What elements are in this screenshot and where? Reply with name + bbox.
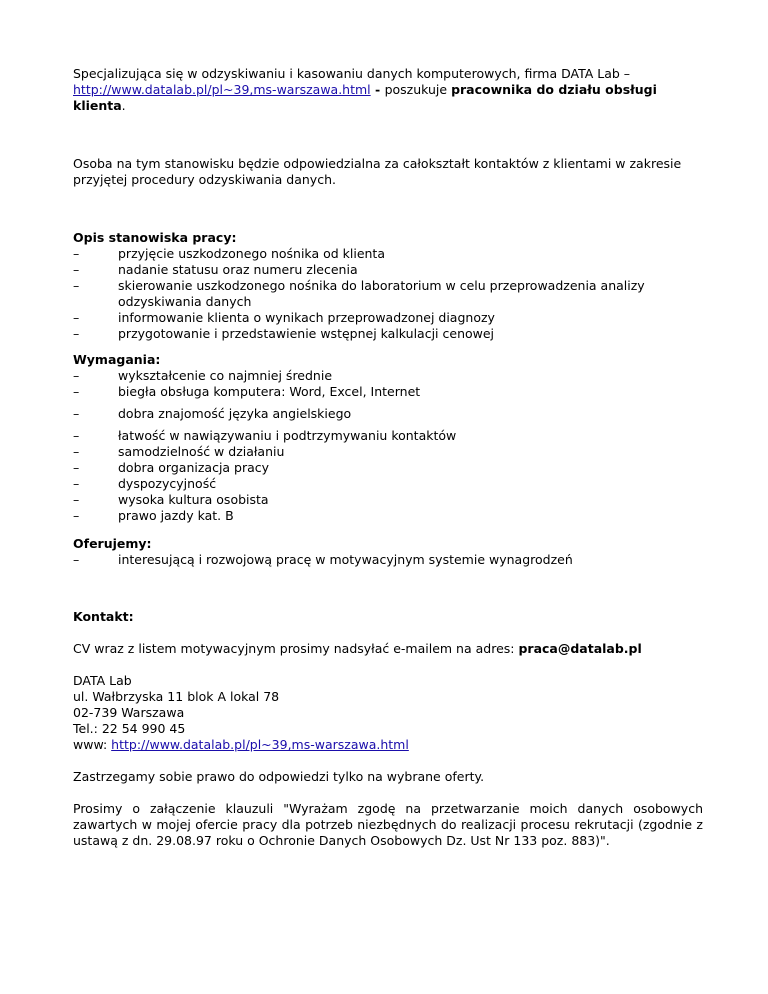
dash-bullet: – (73, 262, 80, 277)
dash-bullet: – (73, 278, 80, 293)
cv-text: CV wraz z listem motywacyjnym prosimy nadsyłać e-mailem na adres: (73, 641, 519, 656)
list-item (73, 310, 703, 326)
cv-paragraph (73, 641, 703, 657)
list-item-text: dobra znajomość języka angielskiego (118, 406, 352, 421)
list-item-text: przygotowanie i przedstawienie wstępnej kalkulacji cenowej (118, 326, 495, 341)
dash-bullet: – (73, 492, 80, 507)
list-item (73, 368, 703, 384)
intro-separator: - (370, 82, 385, 97)
dash-bullet: – (73, 552, 80, 567)
list-item (73, 406, 703, 422)
dash-bullet: – (73, 406, 80, 421)
offer-list (73, 552, 703, 568)
offer-heading: Oferujemy: (73, 536, 152, 551)
requirements-heading: Wymagania: (73, 352, 161, 367)
list-item-text: informowanie klienta o wynikach przeprowadzonej diagnozy (118, 310, 495, 325)
list-item (73, 262, 703, 278)
company-link[interactable]: http://www.datalab.pl/pl~39,ms-warszawa.html (73, 82, 371, 97)
dash-bullet: – (73, 246, 80, 261)
intro-line1: Specjalizująca się w odzyskiwaniu i kasowaniu danych komputerowych, firma DATA Lab – (73, 66, 631, 81)
dash-bullet: – (73, 326, 80, 341)
dash-bullet: – (73, 384, 80, 399)
dash-bullet: – (73, 368, 80, 383)
dash-bullet: – (73, 444, 80, 459)
list-item (73, 326, 703, 342)
requirements-list-3 (73, 428, 703, 524)
intro-paragraph (73, 66, 703, 114)
list-item-text: przyjęcie uszkodzonego nośnika od klienta (118, 246, 385, 261)
list-item (73, 492, 703, 508)
street-address: ul. Wałbrzyska 11 blok A lokal 78 (73, 689, 280, 704)
responsibility-paragraph: Osoba na tym stanowisku będzie odpowiedzialna za całokształt kontaktów z klientami w zakresie przyjętej procedury odzyskiwania danych. (73, 156, 682, 187)
list-item (73, 460, 703, 476)
intro-text: poszukuje (384, 82, 452, 97)
city-address: 02-739 Warszawa (73, 705, 185, 720)
company-name: DATA Lab (73, 673, 132, 688)
consent-paragraph: Prosimy o załączenie klauzuli "Wyrażam zgodę na przetwarzanie moich danych osobowych zawartych w mojej ofercie pracy dla potrzeb niezbędnych do realizacji procesu rekrutacji (zgodnie z ustawą z dn. 29.08.97 roku o Ochronie Danych Osobowych Dz. Ust Nr 133 poz. 883)". (73, 801, 703, 848)
list-item-text: nadanie statusu oraz numeru zlecenia (118, 262, 358, 277)
list-item (73, 428, 703, 444)
website-link[interactable]: http://www.datalab.pl/pl~39,ms-warszawa.html (111, 737, 409, 752)
address-block (73, 673, 703, 753)
www-label: www: (73, 737, 112, 752)
dash-bullet: – (73, 476, 80, 491)
list-item (73, 508, 703, 524)
list-item-text: dyspozycyjność (118, 476, 217, 491)
contact-email: praca@datalab.pl (518, 641, 642, 656)
phone-number: Tel.: 22 54 990 45 (73, 721, 186, 736)
list-item-text: samodzielność w działaniu (118, 444, 285, 459)
list-item (73, 444, 703, 460)
list-item-text: łatwość w nawiązywaniu i podtrzymywaniu kontaktów (118, 428, 457, 443)
document (73, 66, 703, 849)
dash-bullet: – (73, 310, 80, 325)
intro-end: . (121, 98, 126, 113)
contact-heading: Kontakt: (73, 609, 134, 624)
reservation-paragraph: Zastrzegamy sobie prawo do odpowiedzi tylko na wybrane oferty. (73, 769, 485, 784)
list-item-text: wysoka kultura osobista (118, 492, 269, 507)
list-item (73, 552, 703, 568)
list-item (73, 384, 703, 400)
job-description-heading: Opis stanowiska pracy: (73, 230, 237, 245)
job-description-list (73, 246, 703, 342)
list-item-text: skierowanie uszkodzonego nośnika do laboratorium w celu przeprowadzenia analizy odzyskiwania danych (118, 278, 645, 309)
list-item-text: wykształcenie co najmniej średnie (118, 368, 333, 383)
requirements-list-2 (73, 406, 703, 422)
dash-bullet: – (73, 508, 80, 523)
dash-bullet: – (73, 428, 80, 443)
dash-bullet: – (73, 460, 80, 475)
requirements-list-1 (73, 368, 703, 400)
list-item (73, 278, 703, 310)
list-item-text: dobra organizacja pracy (118, 460, 270, 475)
list-item-text: biegła obsługa komputera: Word, Excel, Internet (118, 384, 421, 399)
list-item (73, 246, 703, 262)
position-title: pracownika do działu obsługi klienta (73, 82, 657, 113)
list-item-text: prawo jazdy kat. B (118, 508, 234, 523)
list-item (73, 476, 703, 492)
list-item-text: interesującą i rozwojową pracę w motywacyjnym systemie wynagrodzeń (118, 552, 573, 567)
